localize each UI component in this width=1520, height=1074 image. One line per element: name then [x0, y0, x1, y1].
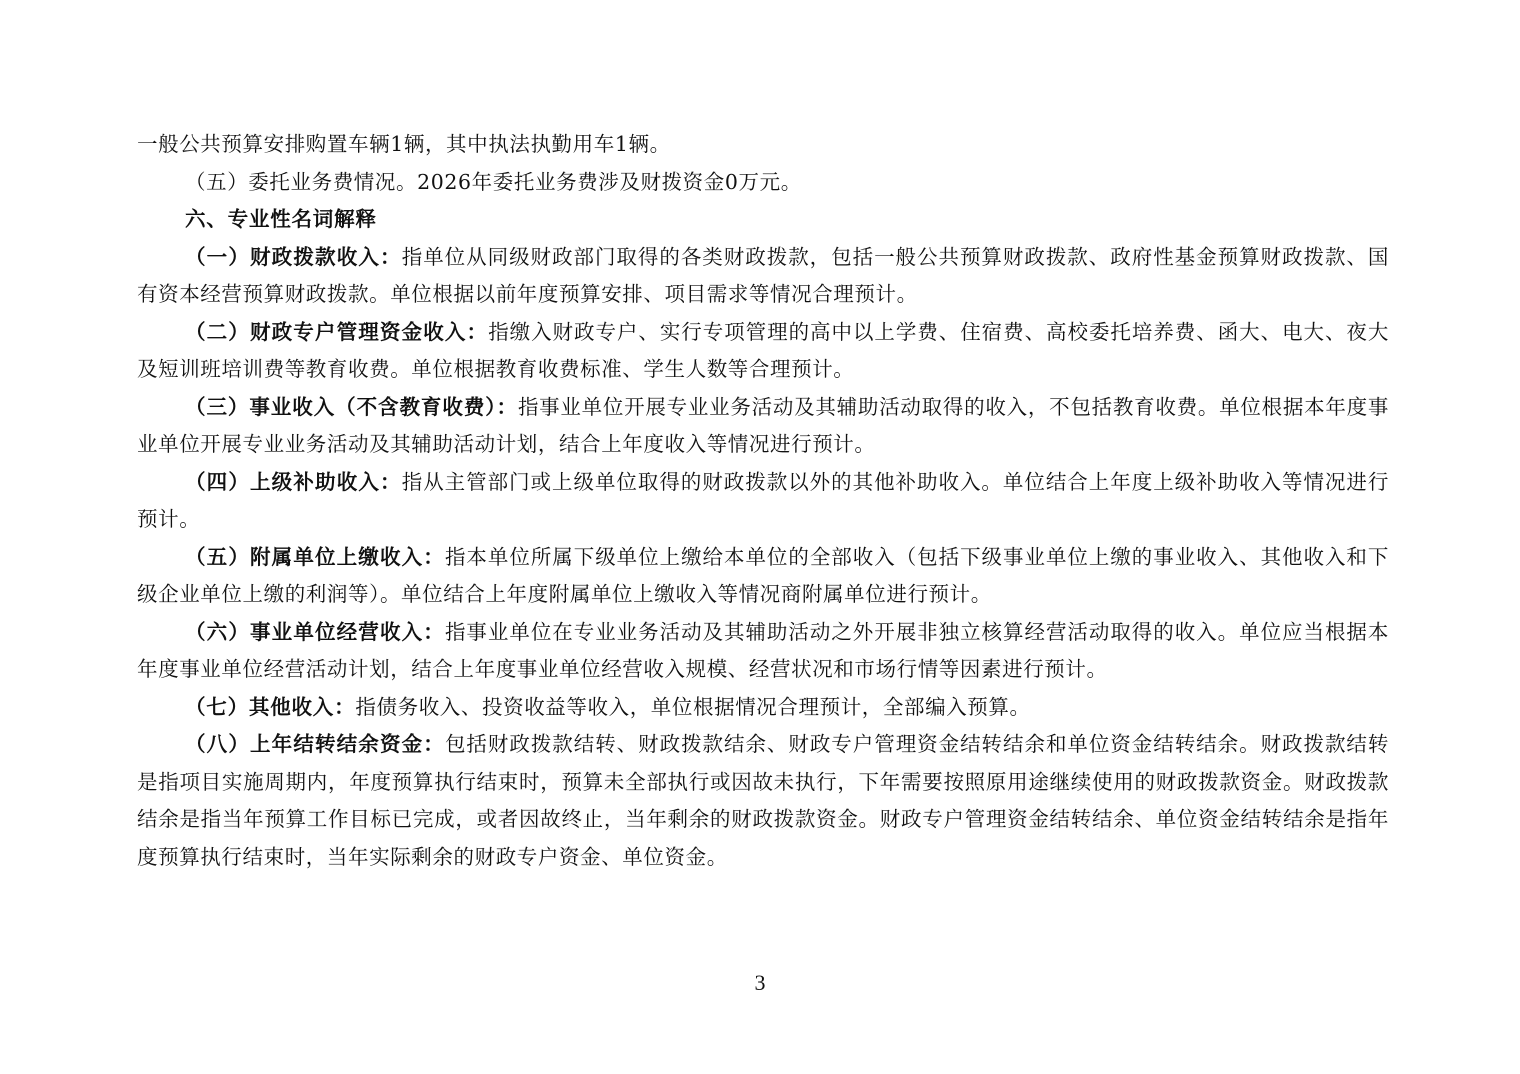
section-heading-text: 六、专业性名词解释 [185, 207, 377, 231]
definition-term: （一）财政拨款收入： [185, 244, 402, 269]
page-number: 3 [754, 970, 766, 995]
definition-text: 指事业单位在专业业务活动及其辅助活动之外开展非独立核算经营活动取得的收入。单位应当根据本年度事业单位经营活动计划，结合上年度事业单位经营收入规模、经营状况和市场行情等因素进行预计。 [137, 619, 1389, 681]
definition-text: 指事业单位开展专业业务活动及其辅助活动取得的收入，不包括教育收费。单位根据本年度事业单位开展专业业务活动及其辅助活动计划，结合上年度收入等情况进行预计。 [137, 394, 1389, 456]
definition-term: （四）上级补助收入： [185, 469, 402, 494]
definition-term: （二）财政专户管理资金收入： [185, 319, 489, 344]
paragraph-text: 一般公共预算安排购置车辆1辆，其中执法执勤用车1辆。 [137, 132, 671, 156]
definition-term: （六）事业单位经营收入： [185, 619, 445, 644]
definition-affiliated-unit-income [137, 539, 1389, 614]
document-body [137, 126, 1389, 876]
definition-special-account-fund-income [137, 314, 1389, 389]
definition-term: （八）上年结转结余资金： [185, 732, 445, 756]
definition-fiscal-appropriation-income [137, 239, 1389, 314]
definition-superior-subsidy-income [137, 464, 1389, 539]
definition-other-income [137, 689, 1389, 727]
definition-term: （五）附属单位上缴收入： [185, 544, 445, 569]
definition-text: 指缴入财政专户、实行专项管理的高中以上学费、住宿费、高校委托培养费、函大、电大、夜大及短训班培训费等教育收费。单位根据教育收费标准、学生人数等合理预计。 [137, 319, 1389, 381]
definition-text: 指单位从同级财政部门取得的各类财政拨款，包括一般公共预算财政拨款、政府性基金预算财政拨款、国有资本经营预算财政拨款。单位根据以前年度预算安排、项目需求等情况合理预计。 [137, 244, 1389, 306]
definition-operating-income [137, 614, 1389, 689]
definition-term: （三）事业收入（不含教育收费）： [185, 394, 518, 419]
definition-term: （七）其他收入： [185, 694, 356, 719]
definition-business-income [137, 389, 1389, 464]
definition-text: 包括财政拨款结转、财政拨款结余、财政专户管理资金结转结余和单位资金结转结余。财政拨款结转是指项目实施周期内，年度预算执行结束时，预算未全部执行或因故未执行，下年需要按照原用途继续使用的财政拨款资金。财政拨款结余是指当年预算工作目标已完成，或者因故终止，当年剩余的财政拨款资金。财政专户管理资金结转结余、单位资金结转结余是指年度预算执行结束时，当年实际剩余的财政专户资金、单位资金。 [137, 732, 1389, 869]
definition-text: 指债务收入、投资收益等收入，单位根据情况合理预计，全部编入预算。 [355, 694, 1031, 719]
definition-text: 指本单位所属下级单位上缴给本单位的全部收入（包括下级事业单位上缴的事业收入、其他收入和下级企业单位上缴的利润等）。单位结合上年度附属单位上缴收入等情况商附属单位进行预计。 [137, 544, 1389, 606]
definition-text: 指从主管部门或上级单位取得的财政拨款以外的其他补助收入。单位结合上年度上级补助收入等情况进行预计。 [137, 469, 1389, 531]
paragraph-entrusted-business-fee [137, 164, 1389, 202]
definition-carryover-balance-funds [137, 726, 1389, 876]
paragraph-text: （五）委托业务费情况。2026年委托业务费涉及财拨资金0万元。 [185, 169, 802, 194]
section-heading-terminology [137, 201, 1389, 239]
paragraph-vehicle-purchase [137, 126, 1389, 164]
